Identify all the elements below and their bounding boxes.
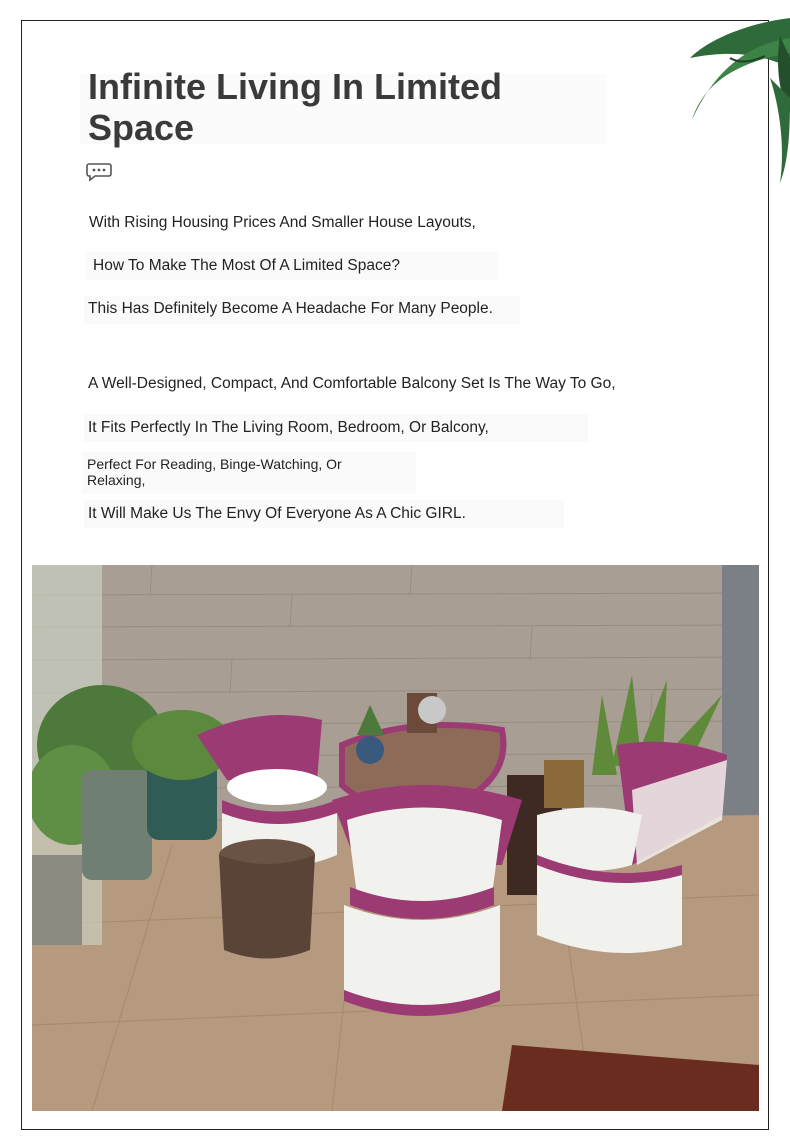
balcony-set-photo [32,565,759,1111]
pitch-line-3: Perfect For Reading, Binge-Watching, Or Relaxing, [87,456,342,488]
speech-bubble-icon [86,162,112,182]
monstera-leaf-icon [630,18,790,188]
intro-line-3: This Has Definitely Become A Headache For Many People. [88,300,493,317]
pitch-line-1: A Well-Designed, Compact, And Comfortable Balcony Set Is The Way To Go, [88,375,616,392]
pitch-line-4: It Will Make Us The Envy Of Everyone As A Chic GIRL. [88,505,466,522]
pitch-line-2: It Fits Perfectly In The Living Room, Bedroom, Or Balcony, [88,419,489,436]
page-title: Infinite Living In Limited Space [88,66,502,148]
intro-line-1: With Rising Housing Prices And Smaller House Layouts, [89,214,476,231]
intro-line-2: How To Make The Most Of A Limited Space? [93,257,400,274]
